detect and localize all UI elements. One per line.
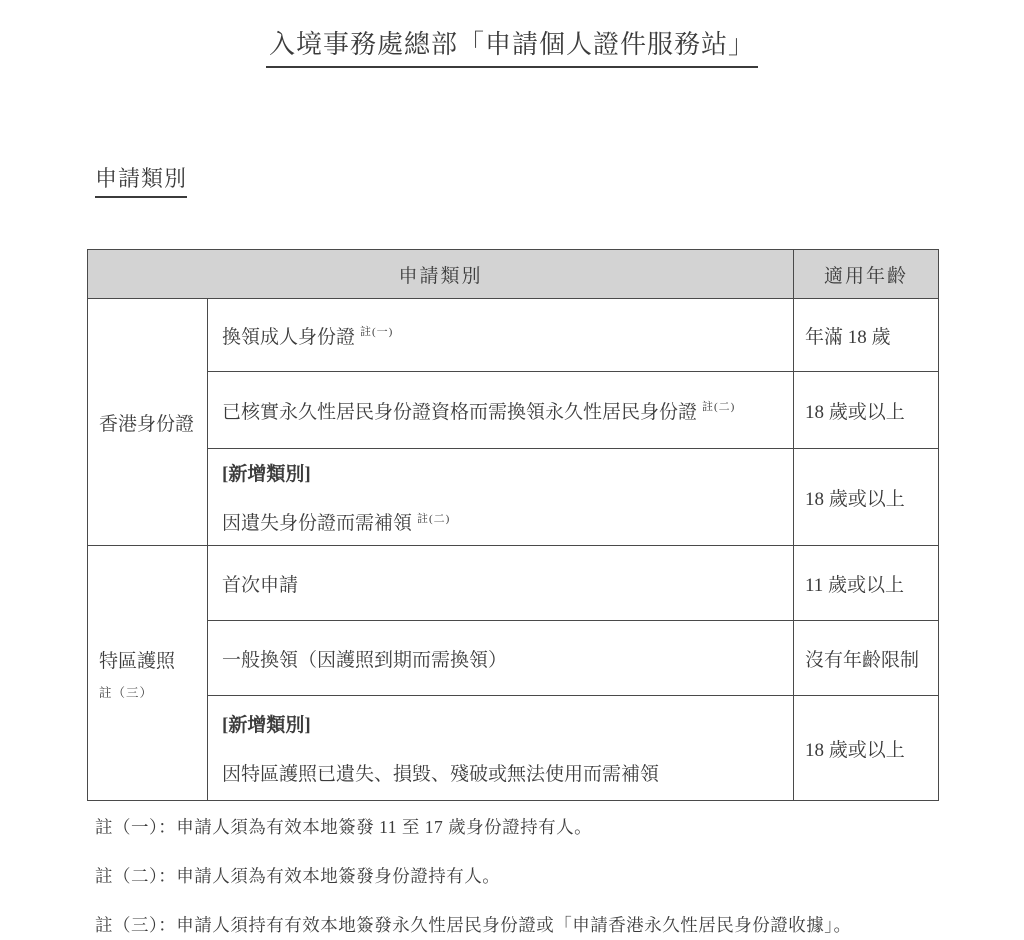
category-text: 因特區護照已遺失、損毀、殘破或無法使用而需補領 [222,764,660,785]
category-text: 首次申請 [222,574,299,596]
category-text: 一般換領（因護照到期而需換領） [222,649,508,671]
section-heading-row [95,162,1024,198]
header-age: 適用年齡 [794,250,939,299]
age-cell: 18 歲或以上 [794,372,939,449]
section-heading: 申請類別 [95,162,187,198]
age-cell: 11 歲或以上 [794,546,939,621]
application-category-table [87,249,939,801]
title-row [0,24,1024,68]
group-cell-passport [88,546,208,801]
category-text: 換領成人身份證 [222,326,356,348]
category-cell [208,621,794,696]
category-line [222,508,779,535]
footnotes-block [95,814,1024,937]
note-ref: 註(二) [702,401,736,414]
table-header-row [88,250,939,299]
table-row [88,299,939,372]
table-row [88,696,939,801]
group-note-ref: 註（三） [99,685,154,700]
footnote-1: 註（一）：申請人須為有效本地簽發 11 至 17 歲身份證持有人。 [95,817,593,837]
page-title: 入境事務處總部「申請個人證件服務站」 [266,24,758,68]
category-cell [208,696,794,801]
header-category: 申請類別 [88,250,794,299]
footnote-2: 註（二）：申請人須為有效本地簽發身份證持有人。 [95,866,501,886]
category-line [222,759,779,786]
note-ref: 註(二) [417,512,451,525]
age-cell: 18 歲或以上 [794,696,939,801]
category-cell [208,546,794,621]
category-text: 已核實永久性居民身份證資格而需換領永久性居民身份證 [222,401,698,423]
new-category-tag: [新增類別] [222,715,311,736]
category-cell [208,449,794,546]
age-cell: 年滿 18 歲 [794,299,939,372]
group-label-passport: 特區護照 [99,650,176,672]
table-row [88,546,939,621]
table-row [88,372,939,449]
group-cell-hkid [88,299,208,546]
note-ref: 註(一) [360,326,394,339]
group-label-hkid: 香港身份證 [99,413,195,435]
age-cell: 沒有年齡限制 [794,621,939,696]
age-cell: 18 歲或以上 [794,449,939,546]
category-cell [208,299,794,372]
new-category-tag: [新增類別] [222,464,311,485]
category-cell [208,372,794,449]
table-row [88,449,939,546]
category-text: 因遺失身份證而需補領 [222,513,413,534]
table-row [88,621,939,696]
footnote-3: 註（三）：申請人須持有有效本地簽發永久性居民身份證或「申請香港永久性居民身份證收據」。 [95,915,852,935]
